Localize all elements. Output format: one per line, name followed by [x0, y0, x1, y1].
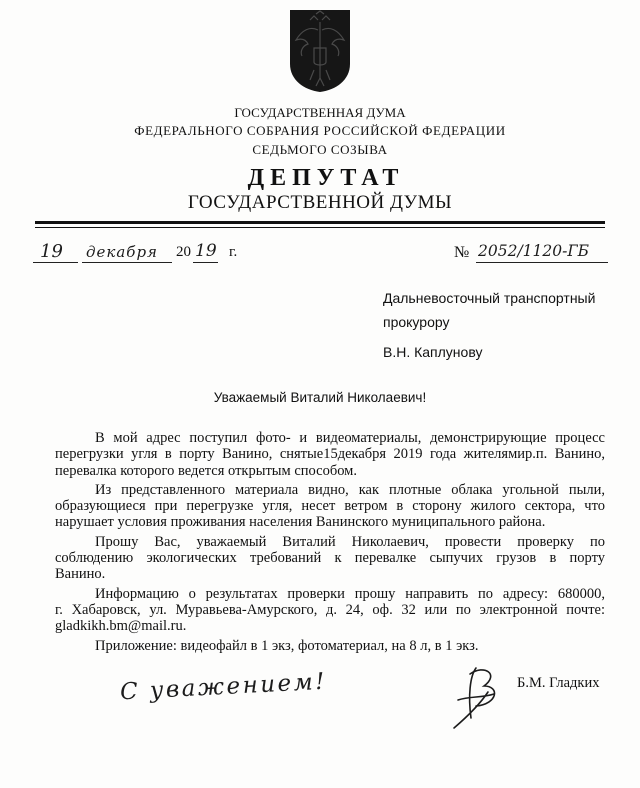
- body-line: Из представленного материала видно, как плотные облака угольной пыли,: [95, 481, 605, 498]
- header-rule-thin: [35, 227, 605, 228]
- date-month-underline: [82, 262, 172, 263]
- reg-number-label: №: [454, 244, 470, 261]
- body-paragraph: [55, 430, 605, 479]
- date-day: 19: [40, 241, 63, 262]
- header-subtitle: ГОСУДАРСТВЕННОЙ ДУМЫ: [187, 192, 453, 213]
- addressee-line1: Дальневосточный транспортный: [383, 290, 596, 306]
- letter-body: [55, 430, 605, 657]
- date-year-prefix: 20: [176, 244, 191, 260]
- body-line: Приложение: видеофайл в 1 экз, фотоматериал, на 8 л, в 1 экз.: [95, 637, 479, 654]
- date-year-suffix: 19: [195, 241, 217, 261]
- date-year-mark: г.: [229, 244, 238, 260]
- addressee-name: В.Н. Каплунову: [383, 344, 483, 360]
- signature-icon: [440, 660, 510, 735]
- body-line: перегрузки угля в порту Ванино, снятые15декабря 2019 года жителямир.п. Ванино,: [55, 446, 605, 463]
- body-line: соблюдению экологических требований к перевалке сыпучих грузов в порту: [55, 550, 605, 567]
- body-paragraph: [55, 534, 605, 583]
- addressee-line2: прокурору: [383, 314, 450, 330]
- body-line: образующиеся при перегрузке угля, несет ветром в сторону жилого сектора, что: [55, 498, 605, 515]
- body-line: Информацию о результатах проверки прошу направить по адресу: 680000,: [95, 585, 605, 602]
- closing-handwritten: С уважением!: [119, 668, 328, 706]
- body-paragraph: [55, 482, 605, 531]
- date-year-underline: [193, 262, 218, 263]
- body-line: перевалка которого ведется открытым способом.: [55, 462, 357, 479]
- header-rule-thick: [35, 221, 605, 224]
- body-line-email: gladkikh.bm@mail.ru.: [55, 618, 187, 635]
- body-line: Прошу Вас, уважаемый Виталий Николаевич, провести проверку по: [95, 533, 605, 550]
- body-paragraph-attachment: [55, 638, 605, 654]
- header-title: ДЕПУТАТ: [247, 165, 405, 191]
- body-line: Ванино.: [55, 566, 106, 583]
- body-line: В мой адрес поступил фото- и видеоматериалы, демонстрирующие процесс: [95, 430, 605, 446]
- header-line-federal-assembly: ФЕДЕРАЛЬНОГО СОБРАНИЯ РОССИЙСКОЙ ФЕДЕРАЦИИ: [134, 123, 506, 138]
- header-line-state-duma: ГОСУДАРСТВЕННАЯ ДУМА: [234, 105, 406, 120]
- date-day-underline: [33, 262, 78, 263]
- reg-number-value: 2052/1120-ГБ: [478, 242, 590, 260]
- signatory-name: Б.М. Гладких: [517, 675, 600, 691]
- body-line: г. Хабаровск, ул. Муравьева-Амурского, д. 24, оф. 32 или по электронной почте:: [55, 601, 605, 618]
- salutation: Уважаемый Виталий Николаевич!: [213, 390, 427, 405]
- coat-of-arms-icon: [288, 8, 352, 94]
- reg-number-underline: [476, 262, 608, 263]
- date-month: декабря: [86, 243, 158, 261]
- body-paragraph: [55, 586, 605, 635]
- header-line-convocation: СЕДЬМОГО СОЗЫВА: [252, 142, 388, 157]
- body-line: нарушает условия проживания населения Ванинского муниципального района.: [55, 514, 546, 531]
